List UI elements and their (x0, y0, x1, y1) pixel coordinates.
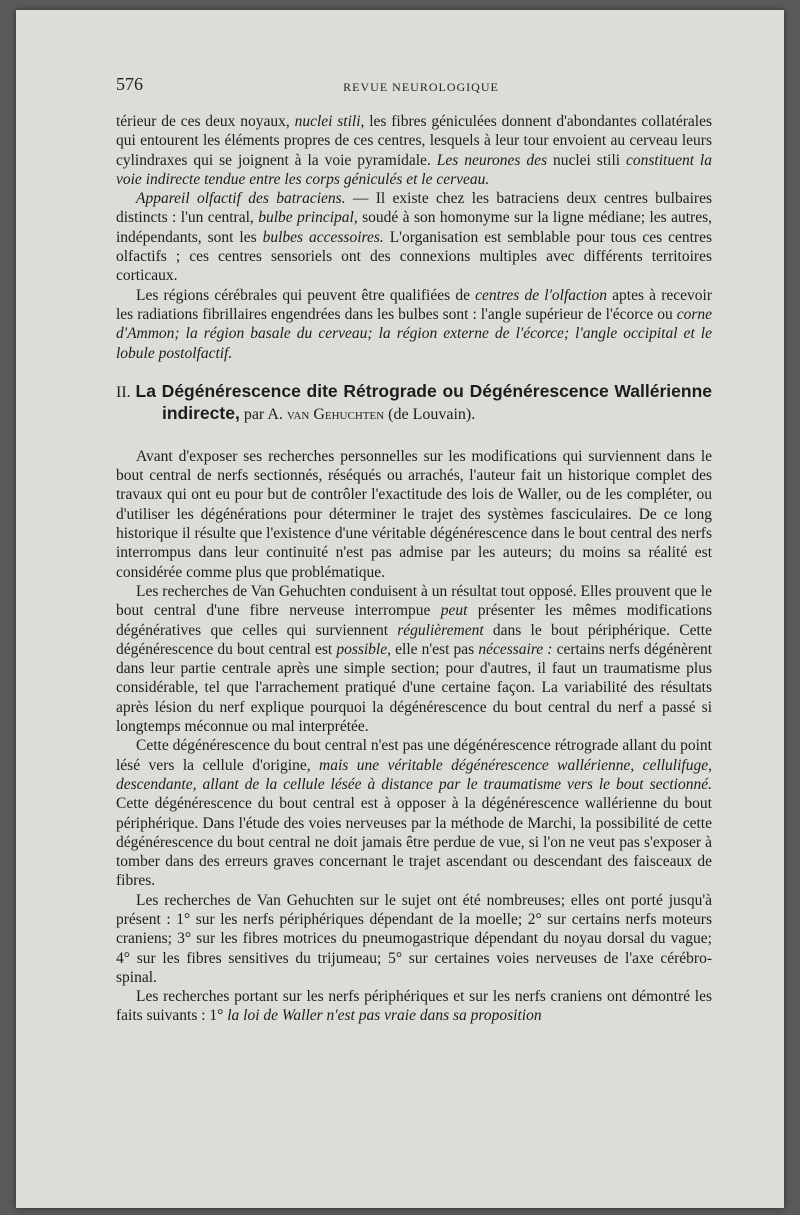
article-body (116, 112, 712, 1026)
running-title: REVUE NEUROLOGIQUE (343, 80, 499, 94)
section-number: II. (116, 383, 131, 401)
paragraph-recherches-nombreuses: Les recherches de Van Gehuchten sur le sujet ont été nombreuses; elles ont porté jusqu'à présent : 1° sur les nerfs périphériques dépendant de la moelle; 2° sur certains nerfs moteurs craniens; 3° sur les fibres motrices du pneumogastrique dépendant du noyau dorsal du vague; 4° sur les fibres sensitives du trijumeau; 5° sur certaines voies nerveuses de l'axe cérébro-spinal. (116, 891, 712, 986)
page-number: 576 (116, 74, 143, 94)
book-page (16, 10, 784, 1208)
paragraph-faits-suivants: Les recherches portant sur les nerfs périphériques et sur les nerfs craniens ont démontré les faits suivants : 1° la loi de Waller n'est pas vraie dans sa proposition (116, 988, 712, 1025)
paragraph-regions-cerebrales: Les régions cérébrales qui peuvent être qualifiées de centres de l'olfaction aptes à recevoir les radiations fibrillaires engendrées dans les bulbes sont : l'angle supérieur de l'écorce ou corne d'Ammon; la région basale du cerveau; la région externe de l'écorce; l'angle occipital et le lobule postolfactif. (116, 286, 712, 362)
paragraph-appareil-olfactif: Appareil olfactif des batraciens. — Il existe chez les batraciens deux centres bulbaires distincts : l'un central, bulbe principal, soudé à son homonyme sur la ligne médiane; les autres, indépendants, sont les bulbes accessoires. L'organisation est semblable pour tous ces centres olfactifs ; ces centres sensoriels ont des connexions multiples avec différents territoires corticaux. (116, 190, 713, 285)
author-name: van Gehuchten (286, 405, 385, 423)
section-name: La Dégénérescence dite Rétrograde ou Dégénérescence Wallérienne indirecte, (135, 380, 712, 423)
paragraph-degenerescence-bout-central: Cette dégénérescence du bout central n'est pas une dégénérescence rétrograde allant du point lésé vers la cellule d'origine, mais une véritable dégénérescence wallérienne, cellulifuge, descendante, allant de la cellule lésée à distance par le traumatisme vers le bout sectionné. Cette dégénérescence du bout central est à opposer à la dégénérescence wallérienne du bout périphérique. Dans l'étude des voies nerveuses par la méthode de Marchi, la possibilité de cette dégénérescence du bout central ne doit jamais être perdue de vue, si l'on ne veut pas s'exposer à tomber dans des erreurs graves concernant le trajet ascendant ou descendant des faisceaux de fibres. (116, 737, 712, 890)
paragraph-recherches-resultat: Les recherches de Van Gehuchten conduisent à un résultat tout opposé. Elles prouvent que le bout central d'une fibre nerveuse interrompue peut présenter les mêmes modifications dégénératives que celles qui surviennent régulièrement dans le bout périphérique. Cette dégénérescence du bout central est possible, elle n'est pas nécessaire : certains nerfs dégénèrent dans leur partie centrale après une simple section; pour d'autres, il faut un traumatisme plus considérable, tel que l'arrachement pratiqué d'une certaine façon. La variabilité des résultats après lésion du nerf explique pourquoi la dégénérescence du bout central du nerf a passé si longtemps méconnue ou mal interprétée. (116, 582, 713, 736)
paragraph-nuclei-stili: térieur de ces deux noyaux, nuclei stili, les fibres géniculées donnent d'abondantes collatérales qui entourent les éléments propres de ces centres, lesquels à leur tour envoient au cerveau leurs cylindraxes qui se joignent à la voie pyramidale. Les neurones des nuclei stili constituent la voie indirecte tendue entre les corps géniculés et le cerveau. (116, 113, 712, 188)
paragraph-avant-d-exposer: Avant d'exposer ses recherches personnelles sur les modifications qui surviennent dans le bout central de nerfs sectionnés, réséqués ou arrachés, l'auteur fait un historique complet des travaux qui ont eu pour but de contrôler l'exactitude des lois de Waller, ou de les compléter, ou d'utiliser les dégénérations pour déterminer le trajet des systèmes fasciculaires. De ce long historique il résulte que l'existence d'une véritable dégénérescence dans le bout central des nerfs interrompus dans leur continuité n'est pas admise par les auteurs; du moins sa réalité est considérée comme plus que problématique. (116, 447, 712, 581)
section-title: II. La Dégénérescence dite Rétrograde ou Dégénérescence Wallérienne indirecte, par A. van Gehuchten (de Louvain). (116, 380, 712, 423)
page-header (116, 74, 726, 102)
